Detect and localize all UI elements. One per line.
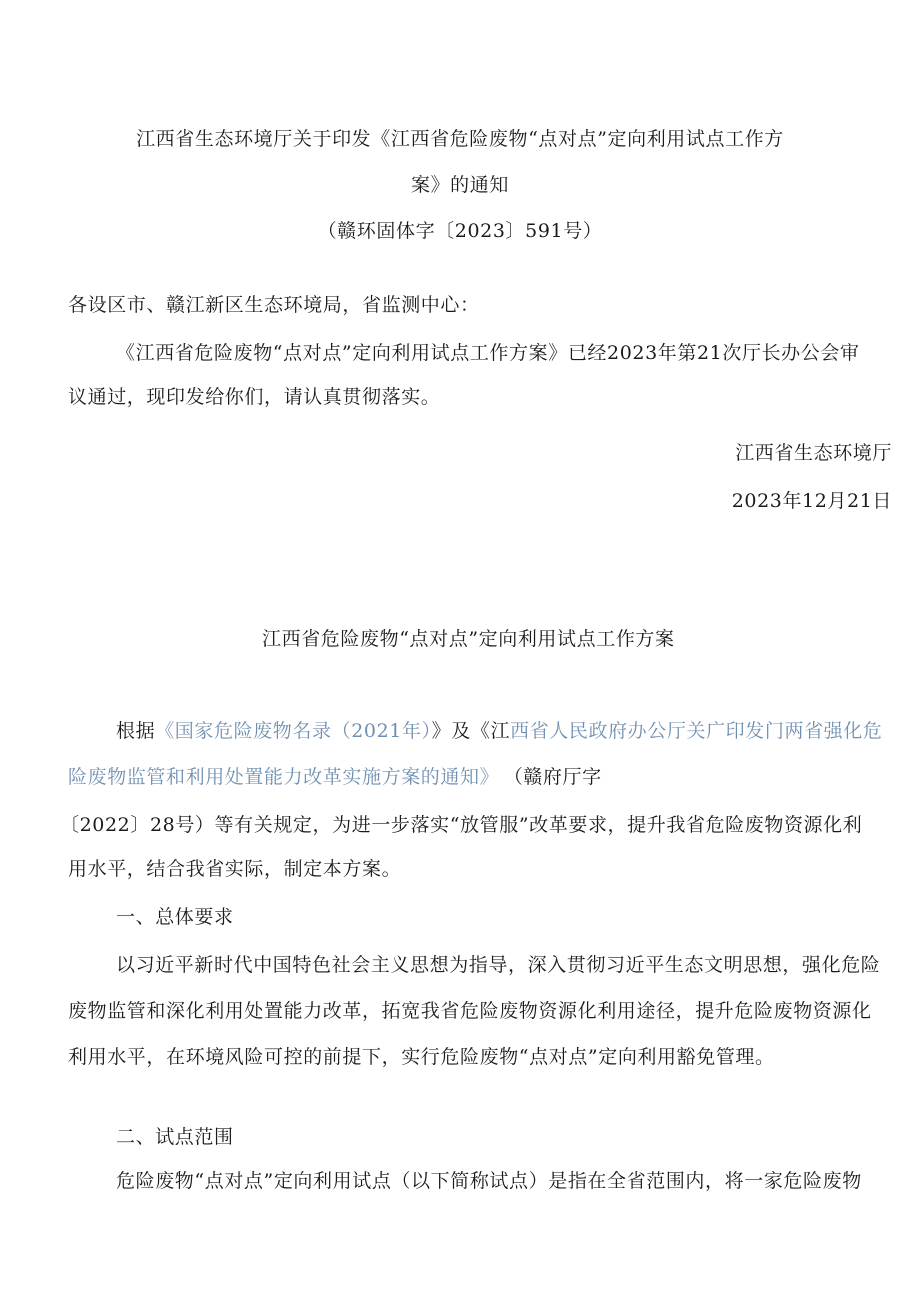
- notice-title-line-2: 案》的通知: [410, 174, 509, 196]
- section-2-heading: 二、试点范围: [116, 1126, 234, 1148]
- reform-plan-link-part-2[interactable]: 险废物监管和利用处置能力改革实施方案的通知》: [68, 766, 500, 788]
- section-1-line-3: 利用水平，在环境风险可控的前提下，实行危险废物“点对点”定向利用豁免管理。: [68, 1046, 775, 1068]
- plan-title: 江西省危险废物“点对点”定向利用试点工作方案: [262, 628, 675, 650]
- section-1-line-1: 以习近平新时代中国特色社会主义思想为指导，深入贯彻习近平生态文明思想，强化危险: [116, 954, 881, 976]
- hazardous-waste-list-link[interactable]: 《国家危险废物名录（2021年）: [155, 720, 432, 742]
- issuer: 江西省生态环境厅: [735, 442, 892, 464]
- plan-paragraph-1-line-3: 〔2022〕28号）等有关规定，为进一步落实“放管服”改革要求，提升我省危险废物资源化利: [60, 814, 863, 836]
- reform-plan-link-part-1[interactable]: 西省人民政府办公厅关广印发门两省强化危: [510, 720, 883, 742]
- notice-body-line-1: 《江西省危险废物“点对点”定向利用试点工作方案》已经2023年第21次厅长办公会审: [116, 342, 860, 364]
- plan-p1-suffix: （赣府厅字: [513, 766, 602, 788]
- plan-p1-prefix: 根据: [116, 720, 156, 742]
- plan-p1-mid: 》及《江: [431, 720, 511, 742]
- issue-date: 2023年12月21日: [731, 490, 892, 512]
- plan-paragraph-1-line-2: [68, 764, 602, 790]
- addressee: 各设区市、赣江新区生态环境局，省监测中心：: [68, 294, 480, 316]
- section-1-line-2: 废物监管和深化利用处置能力改革，拓宽我省危险废物资源化利用途径，提升危险废物资源化: [68, 1000, 872, 1022]
- section-2-line-1: 危险废物“点对点”定向利用试点（以下简称试点）是指在全省范围内，将一家危险废物: [116, 1170, 862, 1192]
- section-1-heading: 一、总体要求: [116, 906, 234, 928]
- notice-body-line-2: 议通过，现印发给你们，请认真贯彻落实。: [68, 386, 441, 408]
- notice-title-line-1: 江西省生态环境厅关于印发《江西省危险废物“点对点”定向利用试点工作方: [136, 128, 784, 150]
- plan-paragraph-1-line-4: 用水平，结合我省实际，制定本方案。: [68, 858, 402, 880]
- plan-paragraph-1-line-1: [116, 718, 882, 744]
- document-number: （赣环固体字〔2023〕591号）: [317, 220, 603, 242]
